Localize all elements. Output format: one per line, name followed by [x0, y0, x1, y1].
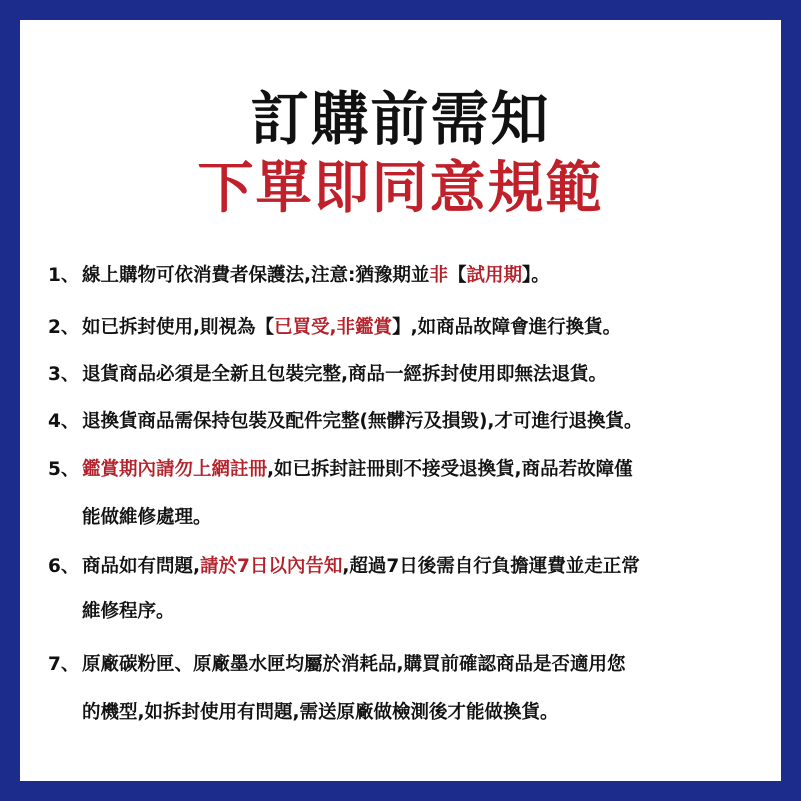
rule-6-line [82, 597, 175, 623]
highlight-text: 請於7日以內告知 [200, 556, 343, 577]
rule-6-line [48, 552, 640, 578]
rule-text: ,超過7日後需自行負擔運費並走正常 [342, 556, 640, 577]
rule-text: ,如已拆封註冊則不接受退換貨,商品若故障僅 [267, 459, 633, 480]
rule-text: 退貨商品必須是全新且包裝完整,商品一經拆封使用即無法退貨。 [82, 364, 608, 385]
page-title: 訂購前需知 [250, 85, 551, 153]
highlight-text: 非 [429, 265, 448, 286]
rule-5-line [82, 503, 212, 529]
rule-text: 【 [447, 265, 467, 286]
rule-text: 商品如有問題, [82, 556, 201, 577]
rule-2-line [48, 313, 621, 339]
highlight-text: 鑑賞期內請勿上網註冊 [82, 459, 268, 480]
rule-number: 6、 [48, 556, 80, 577]
rule-text: 退換貨商品需保持包裝及配件完整(無髒污及損毀),才可進行退換貨。 [82, 411, 643, 432]
rule-5-line [48, 455, 633, 481]
rule-1-line [48, 261, 550, 287]
rule-text: 如已拆封使用,則視為【 [82, 317, 275, 338]
rule-number: 2、 [48, 317, 80, 338]
rule-number: 7、 [48, 654, 80, 675]
rule-3-line [48, 360, 607, 386]
page-subtitle: 下單即同意規範 [197, 156, 604, 221]
rule-7-line [82, 698, 559, 724]
rule-text: 】,如商品故障會進行換貨。 [392, 317, 622, 338]
rule-number: 5、 [48, 459, 80, 480]
rule-text: 的機型,如拆封使用有問題,需送原廠做檢測後才能做換貨。 [82, 702, 559, 723]
highlight-text: 試用期 [466, 265, 522, 286]
rule-4-line [48, 407, 642, 433]
rule-text: 線上購物可依消費者保護法,注意:猶豫期並 [82, 265, 430, 286]
highlight-text: 已買受,非鑑賞 [274, 317, 393, 338]
rule-number: 3、 [48, 364, 80, 385]
rule-text: 能做維修處理。 [82, 507, 212, 528]
rule-text: 原廠碳粉匣、原廠墨水匣均屬於消耗品,購買前確認商品是否適用您 [82, 654, 626, 675]
rule-text: 維修程序。 [82, 601, 175, 622]
rule-number: 1、 [48, 265, 80, 286]
rule-number: 4、 [48, 411, 80, 432]
rule-text: 】。 [521, 265, 550, 286]
rule-7-line [48, 650, 626, 676]
